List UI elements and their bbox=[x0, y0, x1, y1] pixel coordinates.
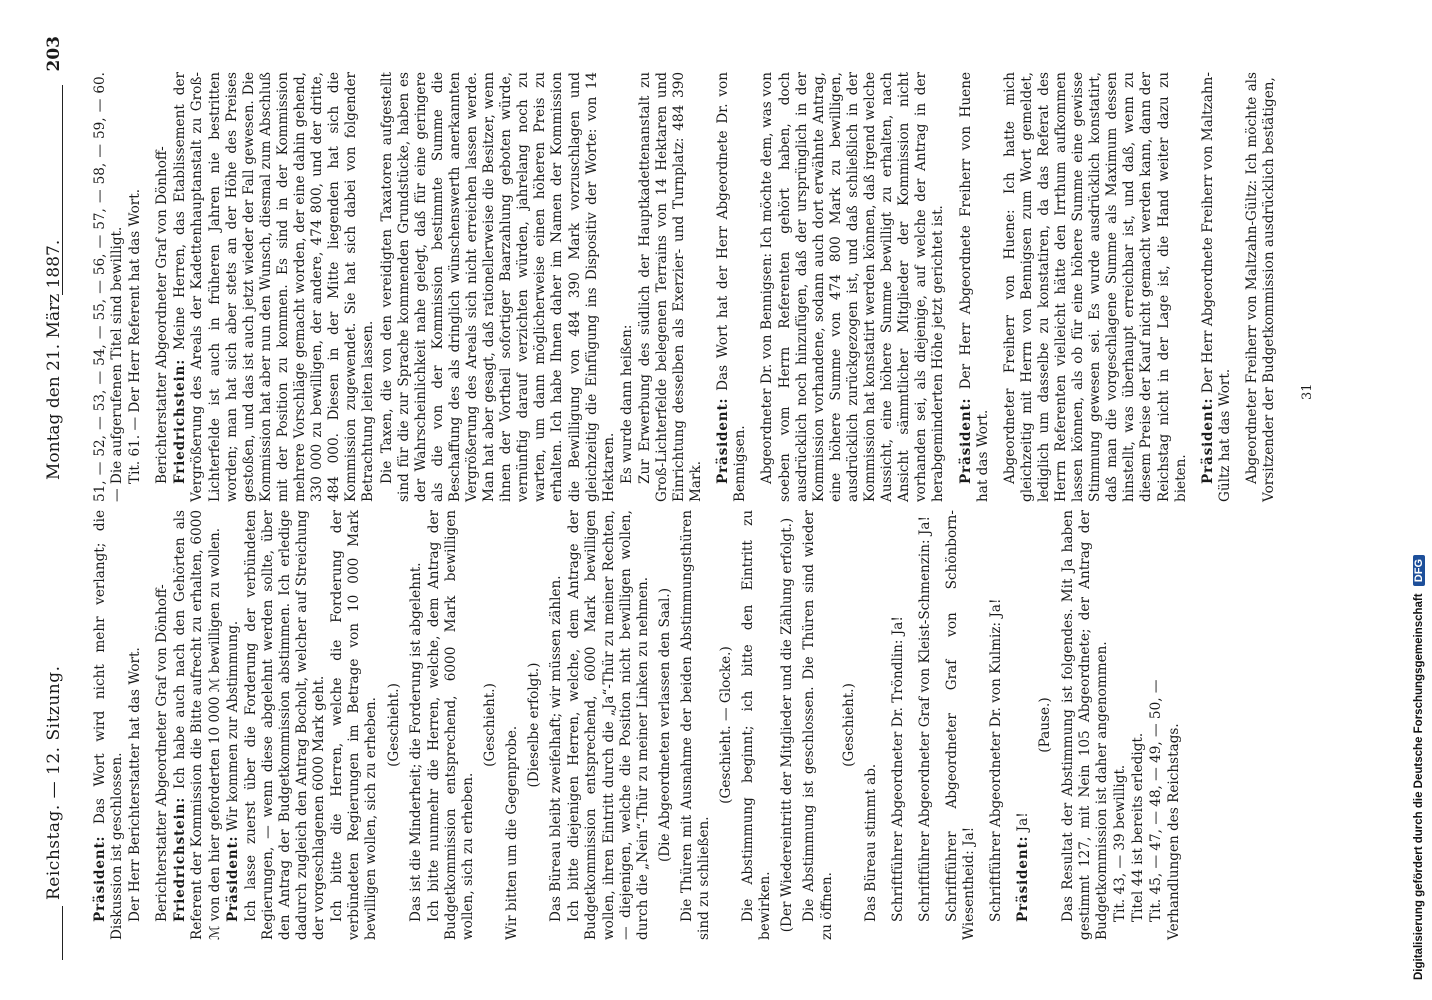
stage-direction bbox=[657, 510, 674, 940]
paragraph bbox=[243, 510, 328, 940]
paragraph-text: Tit. 43, — 39 bewilligt. bbox=[1111, 764, 1128, 922]
paragraph-text: Schriftführer Abgeordneter Dr. Tröndlin: Ja! bbox=[889, 616, 906, 922]
paragraph bbox=[679, 510, 713, 940]
paragraph bbox=[1130, 510, 1147, 940]
speaker-name: Präsident: bbox=[1015, 835, 1032, 922]
paragraph-text: Der Herr Abgeordnete Freiherr von Maltzahn-Gültz hat das Wort. bbox=[1199, 72, 1233, 502]
paragraph bbox=[504, 510, 521, 940]
paragraph-text: Ja! bbox=[1015, 812, 1032, 832]
paragraph-text: Es wurde dann heißen: bbox=[618, 324, 635, 484]
paragraph bbox=[890, 510, 907, 940]
paragraph-text: Tit. 45, — 47, — 48, — 49, — 50, — bbox=[1147, 679, 1164, 922]
paragraph bbox=[154, 510, 171, 940]
paragraph-text: (Geschieht.) bbox=[385, 683, 402, 767]
paragraph bbox=[1148, 510, 1165, 940]
digitization-sidebar bbox=[1413, 20, 1431, 980]
paragraph-text: Tit. 61. — Der Herr Referent hat das Wort. bbox=[127, 188, 144, 484]
paragraph-text: (Dieselbe erfolgt.) bbox=[526, 662, 543, 788]
paragraph-text: Abgeordneter Dr. von Bennigsen: Ich möchte dem, was von soeben vom Herrn Referenten gehört haben, doch ausdrücklich noch hinzufügen, daß der ursprünglich in der Kommission vorhandene, sodann auch dort erwähnte Antrag, eine höhere Summe von 474 800 Mark zu bewilligen, ausdrücklich zurückgezogen ist, und daß schließlich in der Kommission hat konstatirt werden können, daß irgend welche Aussicht, eine höhere Summe bewilligt zu erhalten, nach Ansicht sämmtlicher Mitglieder der Kommission nicht vorhanden sei, als diejenige, auf welche der Antrag in der herabgeminderten Höhe jetzt gerichtet ist. bbox=[759, 72, 947, 502]
dfg-logo: DFG bbox=[1413, 555, 1425, 586]
stage-direction bbox=[779, 510, 796, 940]
speaker-name: Präsident: bbox=[1199, 397, 1216, 484]
speaker-name: Friedrichstein: bbox=[172, 358, 189, 484]
paragraph bbox=[1244, 72, 1278, 502]
paragraph bbox=[172, 510, 223, 940]
stage-direction bbox=[526, 510, 543, 940]
header-date: Montag den 21. März 1887. bbox=[44, 239, 64, 480]
paragraph-text: Das Wort hat der Herr Abgeordnete Dr. von Bennigsen. bbox=[715, 72, 749, 502]
paragraph bbox=[1200, 72, 1234, 502]
paragraph bbox=[127, 510, 144, 940]
right-column bbox=[92, 72, 1279, 502]
page-header bbox=[38, 36, 72, 960]
paragraph-text: Der Herr Berichterstatter hat das Wort. bbox=[127, 647, 144, 922]
header-left-title: Reichstag. — 12. Sitzung. bbox=[44, 665, 64, 900]
stage-direction bbox=[386, 510, 403, 940]
paragraph-text: Abgeordneter Freiherr von Huene: Ich hatte mich gleichzeitig mit Herrn von Bennigsen zum Wort gemeldet, lediglich um dasselbe zu konstatiren, da das Referat des Herrn Referenten vielleicht hätte den Irrthum aufkommen lassen können, als ob für eine höhere Summe eine gewisse Stimmung gewesen sei. Es wurde ausdrücklich konstatirt, daß man die vorgeschlagene Summe als Maximum dessen hinstellt, was überhaupt erreichbar ist, und daß, wenn zu diesem Preise der Kauf nicht gemacht werden kann, dann der Reichstag nicht in der Lage ist, die Hand weiter dazu zu bieten. bbox=[1001, 72, 1189, 502]
paragraph bbox=[863, 510, 880, 940]
paragraph-text: Die Taxen, die von den vereidigten Taxatoren aufgestellt sind für die zur Sprache kommenden Grundstücke, haben es der Wahrscheinlichkeit nahe gelegt, daß für eine geringere als die von der Kommission bestimmte Summe die Beschaffung des als dringlich wünschenswerth anerkannten Vergrößerung des Areals sich nicht erreichen lassen werde. Man hat aber gesagt, daß rationellerweise die Besitzer, wenn ihnen der Vortheil sofortiger Baarzahlung geboten würde, vernünftig darauf verzichten würden, jahrelang noch zu warten, um dann möglicherweise einen höheren Preis zu erhalten. Ich habe Ihnen daher im Namen der Kommission die Bewilligung von 484 390 Mark vorzuschlagen und gleichzeitig die Einfügung ins Dispositiv der Worte: von 14 Hektaren. bbox=[378, 72, 617, 502]
paragraph bbox=[1060, 510, 1111, 940]
left-column bbox=[92, 510, 1184, 940]
paragraph bbox=[92, 510, 126, 940]
paragraph-text: Das Wort wird nicht mehr verlangt; die Diskussion ist geschlossen. bbox=[92, 510, 126, 940]
paragraph-text: Ich habe auch nach den Gehörten als Referent der Kommission die Bitte aufrecht zu erhalten, 6000 ℳ von den hier geforderten 10 000 ℳ bewilligen zu wollen. bbox=[172, 510, 223, 940]
paragraph-text: Wir bitten um die Gegenprobe. bbox=[504, 725, 521, 940]
paragraph-text: Verhandlungen des Reichstags. bbox=[1166, 723, 1183, 940]
paragraph-text: Die Thüren mit Ausnahme der beiden Abstimmungsthüren sind zu schließen. bbox=[678, 510, 712, 940]
speaker-name: Präsident: bbox=[957, 397, 974, 484]
paragraph-text: 51, — 52, — 53, — 54, — 55, — 56, — 57, — 58, — 59, — 60. — Die aufgerufenen Titel sind bewilligt. bbox=[92, 72, 126, 502]
speaker-name: Präsident: bbox=[92, 835, 108, 922]
speaker-name: Präsident: bbox=[224, 835, 241, 922]
paragraph bbox=[225, 510, 242, 940]
paragraph-text: Schriftführer Abgeordneter Graf von Schönborn-Wiesentheid: Ja! bbox=[944, 510, 978, 940]
paragraph bbox=[801, 510, 835, 940]
paragraph-text: Berichterstatter Abgeordneter Graf von Dönhoff- bbox=[154, 584, 171, 922]
paragraph bbox=[1166, 510, 1183, 940]
paragraph bbox=[988, 510, 1005, 940]
paragraph bbox=[619, 72, 636, 502]
paragraph bbox=[1002, 72, 1190, 502]
paragraph bbox=[408, 510, 425, 940]
paragraph-text: Berichterstatter Abgeordneter Graf von Dönhoff- bbox=[154, 146, 171, 484]
paragraph-text: Meine Herren, das Etablissement der Vergrößerung des Areals der Kadettenhauptanstalt zu Groß-Lichterfelde ist auch in früheren Jahren nie bestritten worden; man hat sich aber stets an der Höhe des Preises gestoßen, und das ist auch jetzt wieder der Fall gewesen. Die Kommission hat aber nun den Wunsch, diesmal zum Abschluß mit der Position zu kommen. Es sind in der Kommission mehrere Vorschläge gemacht worden, der eine dahin gehend, 330 000 zu bewilligen, der andere, 474 800, und der dritte, 484 000. Diesen in der Mitte liegenden hat sich die Kommission zugewendet. Sie hat sich dabei von folgender Betrachtung leiten lassen. bbox=[172, 72, 377, 502]
paragraph bbox=[637, 72, 705, 502]
paragraph-text: (Geschieht.) bbox=[840, 683, 857, 767]
paragraph-text: Ich bitte nunmehr die Herren, welche, dem Antrag der Budgetkommission entsprechend, 6000 Mark bewilligen wollen, sich zu erheben. bbox=[425, 510, 476, 940]
stage-direction bbox=[482, 510, 499, 940]
paragraph-text: Titel 44 ist bereits erledigt. bbox=[1129, 732, 1146, 922]
paragraph bbox=[127, 72, 144, 502]
paragraph-text: Ich lasse zuerst über die Forderung der verbündeten Regierungen, — wenn diese abgelehnt werden sollte, über den Antrag der Budgetkommission abstimmen. Ich erledige dadurch zugleich den Antrag Bocholt, welcher auf Streichung der vorgeschlagenen 6000 Mark geht. bbox=[242, 510, 328, 940]
header-rule-left bbox=[62, 906, 63, 960]
paragraph-text: Die Abstimmung ist geschlossen. Die Thüren sind wieder zu öffnen. bbox=[801, 510, 835, 940]
paragraph bbox=[740, 510, 774, 940]
credit-text: Digitalisierung gefördert durch die Deutsche Forschungsgemeinschaft bbox=[1413, 593, 1425, 980]
paragraph bbox=[715, 72, 749, 502]
paragraph-text: Die Abstimmung beginnt; ich bitte den Eintritt zu bewirken. bbox=[740, 510, 774, 940]
paragraph-text: Das Büreau bleibt zweifelhaft; wir müssen zählen. bbox=[548, 575, 565, 922]
paragraph bbox=[172, 72, 377, 502]
paragraph-text: Das Büreau stimmt ab. bbox=[862, 763, 879, 922]
paragraph bbox=[759, 72, 947, 502]
paragraph bbox=[92, 72, 126, 502]
paragraph-text: (Geschieht.) bbox=[481, 683, 498, 767]
paragraph bbox=[426, 510, 477, 940]
page-number: 203 bbox=[44, 36, 64, 72]
paragraph-text: (Der Wiedereintritt der Mitglieder und die Zählung erfolgt.) bbox=[779, 517, 796, 933]
footer-number: 31 bbox=[1300, 383, 1315, 400]
speaker-name: Friedrichstein: bbox=[172, 796, 189, 922]
paragraph bbox=[566, 510, 651, 940]
stage-direction bbox=[1037, 510, 1054, 940]
paragraph-text: Zur Erwerbung des südlich der Hauptkadettenanstalt zu Groß-Lichterfelde belegenen Terrains von 14 Hektaren und Einrichtung desselben als Exerzier- und Turnplatz: 484 390 Mark. bbox=[636, 72, 705, 502]
digitization-credit bbox=[1413, 555, 1425, 980]
stage-direction bbox=[718, 510, 735, 940]
paragraph-text: Abgeordneter Freiherr von Maltzahn-Gültz: Ich möchte als Vorsitzender der Budgetkommission ausdrücklich bestätigen, bbox=[1243, 72, 1277, 502]
stage-direction bbox=[841, 510, 858, 940]
paragraph-text: Ich bitte die Herren, welche die Forderung der verbündeten Regierungen im Betrage von 10 000 Mark bewilligen wollen, sich zu erheben. bbox=[329, 510, 380, 940]
paragraph bbox=[917, 510, 934, 940]
paragraph bbox=[379, 72, 618, 502]
paragraph-text: (Geschieht. — Glocke.) bbox=[718, 646, 735, 804]
paragraph-text: Der Herr Abgeordnete Freiherr von Huene hat das Wort. bbox=[957, 71, 991, 502]
paragraph bbox=[154, 72, 171, 502]
paragraph-text: Schriftführer Abgeordneter Graf von Kleist-Schmenzin: Ja! bbox=[916, 516, 933, 922]
paragraph bbox=[958, 72, 992, 502]
paragraph bbox=[1015, 510, 1032, 940]
paragraph bbox=[944, 510, 978, 940]
paragraph-text: (Pause.) bbox=[1037, 697, 1054, 753]
paragraph-text: Wir kommen zur Abstimmung. bbox=[224, 620, 241, 832]
paragraph-text: Das ist die Minderheit; die Forderung ist abgelehnt. bbox=[407, 562, 424, 922]
paragraph-text: Schriftführer Abgeordneter Dr. von Kulmiz: Ja! bbox=[988, 598, 1005, 922]
paragraph-text: Ich bitte diejenigen Herren, welche, dem Antrage der Budgetkommission entsprechend, 6000 Mark bewilligen wollen, ihren Eintritt durch die „Ja“-Thür zu meiner Rechten, — diejenigen, welche die Position nicht bewilligen wollen, durch die „Nein“-Thür zu meiner Linken zu nehmen. bbox=[566, 510, 651, 940]
speaker-name: Präsident: bbox=[715, 397, 732, 484]
paragraph bbox=[1112, 510, 1129, 940]
paragraph-text: (Die Abgeordneten verlassen den Saal.) bbox=[656, 588, 673, 863]
paragraph bbox=[548, 510, 565, 940]
paragraph-text: Das Resultat der Abstimmung ist folgendes. Mit Ja haben gestimmt 127, mit Nein 105 Abgeordnete; der Antrag der Budgetkommission ist daher angenommen. bbox=[1059, 510, 1110, 940]
paragraph bbox=[329, 510, 380, 940]
